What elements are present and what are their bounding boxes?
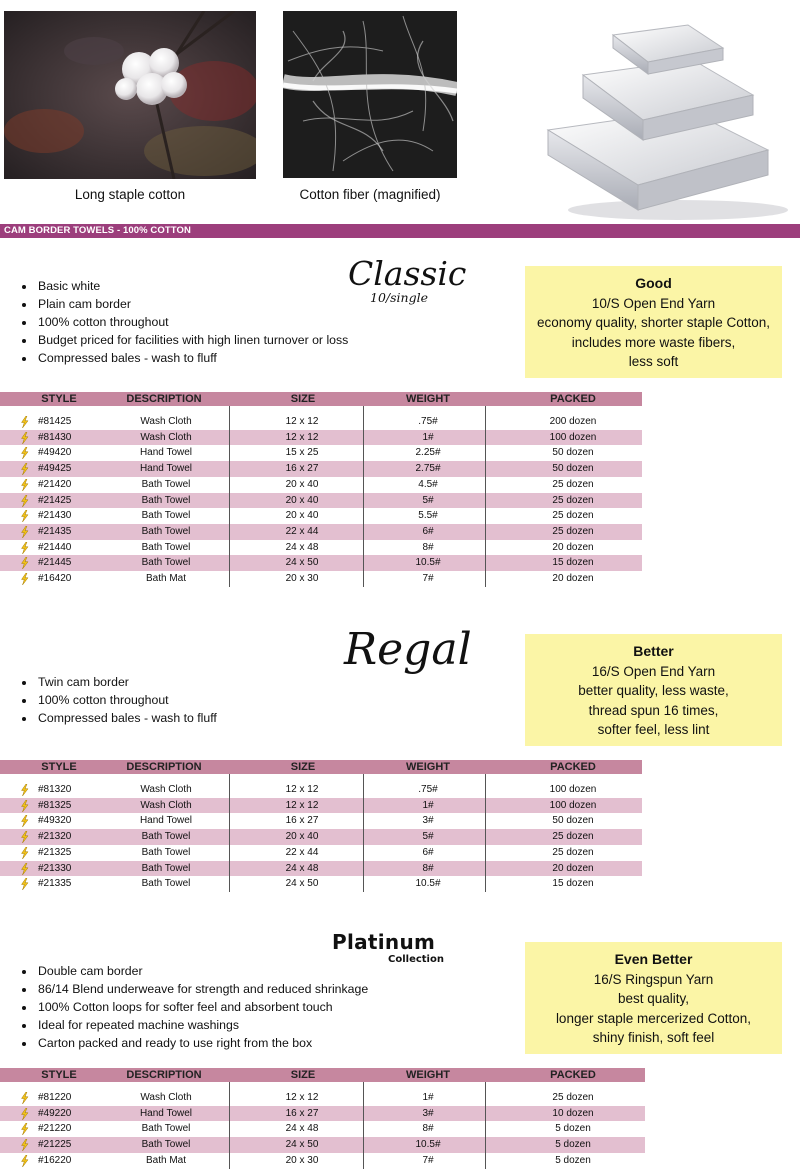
style-cell: #21420 bbox=[38, 478, 72, 490]
style-cell: #81220 bbox=[38, 1092, 72, 1103]
description-cell: Bath Mat bbox=[145, 1154, 187, 1166]
platinum-features bbox=[18, 962, 368, 1052]
weight-cell: 1# bbox=[422, 431, 434, 443]
style-cell: #21320 bbox=[38, 831, 72, 843]
table-row bbox=[0, 1121, 645, 1137]
packed-cell: 25 dozen bbox=[552, 510, 594, 522]
column-header-description: DESCRIPTION bbox=[126, 1069, 202, 1081]
grade-line: thread spun 16 times, bbox=[588, 702, 719, 718]
feature-item: Carton packed and ready to use right from the box bbox=[18, 1034, 368, 1052]
grade-line: better quality, less waste, bbox=[578, 683, 729, 699]
size-cell: 16 x 27 bbox=[285, 1107, 319, 1119]
weight-cell: 4.5# bbox=[418, 478, 438, 490]
table-header bbox=[0, 760, 642, 774]
description-cell: Bath Towel bbox=[141, 862, 191, 874]
weight-cell: 10.5# bbox=[415, 1139, 441, 1151]
style-cell: #16420 bbox=[38, 573, 72, 584]
table-row bbox=[0, 555, 642, 571]
style-cell: #21330 bbox=[38, 862, 72, 874]
size-cell: 22 x 44 bbox=[285, 846, 319, 858]
weight-cell: 5.5# bbox=[418, 510, 438, 522]
size-cell: 24 x 50 bbox=[285, 878, 319, 890]
regal-title: Regal bbox=[344, 624, 472, 675]
style-cell: #21430 bbox=[38, 510, 72, 522]
grade-heading: Better bbox=[633, 643, 674, 659]
weight-cell: 1# bbox=[422, 1092, 434, 1103]
column-header-style: STYLE bbox=[41, 761, 77, 773]
feature-item: Twin cam border bbox=[18, 673, 217, 691]
packed-cell: 5 dozen bbox=[555, 1154, 591, 1166]
lightning-icon bbox=[20, 447, 29, 459]
lightning-icon bbox=[20, 416, 29, 428]
description-cell: Bath Towel bbox=[141, 1139, 191, 1151]
lightning-icon bbox=[20, 526, 29, 538]
size-cell: 20 x 40 bbox=[285, 831, 319, 843]
packed-cell: 25 dozen bbox=[552, 846, 594, 858]
weight-cell: 10.5# bbox=[415, 557, 441, 569]
lightning-icon bbox=[20, 1155, 29, 1167]
table-row bbox=[0, 1153, 645, 1169]
weight-cell: 7# bbox=[422, 573, 434, 584]
lightning-icon bbox=[20, 1139, 29, 1151]
table-row bbox=[0, 813, 642, 829]
table-row bbox=[0, 571, 642, 587]
column-divider bbox=[485, 774, 486, 892]
description-cell: Hand Towel bbox=[139, 815, 193, 827]
weight-cell: 1# bbox=[422, 799, 434, 811]
grade-line: 16/S Open End Yarn bbox=[591, 663, 716, 679]
packed-cell: 20 dozen bbox=[552, 862, 594, 874]
size-cell: 20 x 40 bbox=[285, 510, 319, 522]
style-cell: #16220 bbox=[38, 1154, 72, 1166]
size-cell: 15 x 25 bbox=[285, 447, 319, 459]
lightning-icon bbox=[20, 495, 29, 507]
packed-cell: 50 dozen bbox=[552, 815, 594, 827]
packed-cell: 25 dozen bbox=[552, 1092, 594, 1103]
style-cell: #21435 bbox=[38, 525, 72, 537]
feature-item: Budget priced for facilities with high linen turnover or loss bbox=[18, 331, 348, 349]
lightning-icon bbox=[20, 463, 29, 475]
table-row bbox=[0, 493, 642, 509]
grade-heading: Even Better bbox=[614, 951, 693, 967]
grade-line: shiny finish, soft feel bbox=[592, 1030, 715, 1046]
grade-line: longer staple mercerized Cotton, bbox=[555, 1010, 752, 1026]
packed-cell: 25 dozen bbox=[552, 525, 594, 537]
description-cell: Bath Towel bbox=[141, 1123, 191, 1135]
grade-line: economy quality, shorter staple Cotton, bbox=[536, 315, 771, 331]
cotton-photo bbox=[4, 11, 256, 179]
description-cell: Wash Cloth bbox=[140, 799, 192, 811]
grade-line: 16/S Ringspun Yarn bbox=[593, 971, 714, 987]
table-row bbox=[0, 798, 642, 814]
style-cell: #81425 bbox=[38, 416, 72, 427]
section-banner bbox=[0, 224, 800, 238]
weight-cell: 2.25# bbox=[415, 447, 441, 459]
size-cell: 16 x 27 bbox=[285, 463, 319, 475]
style-cell: #21225 bbox=[38, 1139, 72, 1151]
lightning-icon bbox=[20, 815, 29, 827]
size-cell: 24 x 50 bbox=[285, 557, 319, 569]
column-divider bbox=[229, 406, 230, 587]
style-cell: #49320 bbox=[38, 815, 72, 827]
table-row bbox=[0, 508, 642, 524]
style-cell: #21445 bbox=[38, 557, 72, 569]
size-cell: 12 x 12 bbox=[285, 784, 319, 795]
column-header-weight: WEIGHT bbox=[406, 761, 450, 773]
grade-line: less soft bbox=[628, 354, 679, 370]
table-row bbox=[0, 1106, 645, 1122]
lightning-icon bbox=[20, 1092, 29, 1104]
weight-cell: 8# bbox=[422, 541, 434, 553]
packed-cell: 100 dozen bbox=[549, 799, 597, 811]
fiber-caption: Cotton fiber (magnified) bbox=[299, 187, 441, 202]
column-divider bbox=[485, 406, 486, 587]
size-cell: 22 x 44 bbox=[285, 525, 319, 537]
lightning-icon bbox=[20, 557, 29, 569]
description-cell: Hand Towel bbox=[139, 1107, 193, 1119]
lightning-icon bbox=[20, 847, 29, 859]
column-header-weight: WEIGHT bbox=[406, 393, 450, 405]
weight-cell: 5# bbox=[422, 494, 434, 506]
lightning-icon bbox=[20, 432, 29, 444]
packed-cell: 20 dozen bbox=[552, 541, 594, 553]
feature-item: 100% Cotton loops for softer feel and absorbent touch bbox=[18, 998, 368, 1016]
column-divider bbox=[363, 1082, 364, 1169]
packed-cell: 50 dozen bbox=[552, 447, 594, 459]
column-divider bbox=[363, 406, 364, 587]
classic-subtitle: 10/single bbox=[370, 290, 428, 305]
grade-heading: Good bbox=[635, 275, 672, 291]
classic-grade-box bbox=[525, 266, 782, 378]
size-cell: 12 x 12 bbox=[285, 431, 319, 443]
style-cell: #21220 bbox=[38, 1123, 72, 1135]
size-cell: 20 x 30 bbox=[285, 1154, 319, 1166]
weight-cell: 8# bbox=[422, 862, 434, 874]
size-cell: 20 x 40 bbox=[285, 494, 319, 506]
size-cell: 24 x 48 bbox=[285, 541, 319, 553]
column-divider bbox=[363, 774, 364, 892]
classic-features bbox=[18, 277, 348, 367]
table-header bbox=[0, 392, 642, 406]
description-cell: Bath Towel bbox=[141, 541, 191, 553]
table-row bbox=[0, 876, 642, 892]
feature-item: Compressed bales - wash to fluff bbox=[18, 349, 348, 367]
style-cell: #49425 bbox=[38, 463, 72, 475]
lightning-icon bbox=[20, 479, 29, 491]
size-cell: 16 x 27 bbox=[285, 815, 319, 827]
column-header-packed: PACKED bbox=[550, 393, 596, 405]
feature-item: Basic white bbox=[18, 277, 348, 295]
weight-cell: 3# bbox=[422, 815, 434, 827]
feature-item: 100% cotton throughout bbox=[18, 691, 217, 709]
description-cell: Wash Cloth bbox=[140, 784, 192, 795]
size-cell: 20 x 30 bbox=[285, 573, 319, 584]
description-cell: Hand Towel bbox=[139, 463, 193, 475]
column-header-weight: WEIGHT bbox=[406, 1069, 450, 1081]
column-header-description: DESCRIPTION bbox=[126, 393, 202, 405]
table-row bbox=[0, 540, 642, 556]
description-cell: Bath Towel bbox=[141, 494, 191, 506]
size-cell: 12 x 12 bbox=[285, 1092, 319, 1103]
column-divider bbox=[229, 1082, 230, 1169]
feature-item: 100% cotton throughout bbox=[18, 313, 348, 331]
platinum-title: Platinum bbox=[332, 930, 436, 954]
table-row bbox=[0, 414, 642, 430]
lightning-icon bbox=[20, 1108, 29, 1120]
weight-cell: 8# bbox=[422, 1123, 434, 1135]
style-cell: #21335 bbox=[38, 878, 72, 890]
size-cell: 12 x 12 bbox=[285, 416, 319, 427]
description-cell: Bath Towel bbox=[141, 510, 191, 522]
description-cell: Hand Towel bbox=[139, 447, 193, 459]
grade-line: includes more waste fibers, bbox=[571, 334, 736, 350]
column-divider bbox=[485, 1082, 486, 1169]
column-header-style: STYLE bbox=[41, 1069, 77, 1081]
packed-cell: 25 dozen bbox=[552, 831, 594, 843]
table-row bbox=[0, 845, 642, 861]
description-cell: Wash Cloth bbox=[140, 431, 192, 443]
style-cell: #81325 bbox=[38, 799, 72, 811]
description-cell: Bath Mat bbox=[145, 573, 187, 584]
size-cell: 24 x 48 bbox=[285, 1123, 319, 1135]
packed-cell: 15 dozen bbox=[552, 878, 594, 890]
weight-cell: .75# bbox=[418, 416, 438, 427]
packed-cell: 200 dozen bbox=[549, 416, 597, 427]
packed-cell: 100 dozen bbox=[549, 784, 597, 795]
weight-cell: .75# bbox=[418, 784, 438, 795]
style-cell: #81320 bbox=[38, 784, 72, 795]
column-header-description: DESCRIPTION bbox=[126, 761, 202, 773]
style-cell: #21425 bbox=[38, 494, 72, 506]
style-cell: #81430 bbox=[38, 431, 72, 443]
description-cell: Bath Towel bbox=[141, 846, 191, 858]
table-row bbox=[0, 782, 642, 798]
packed-cell: 10 dozen bbox=[552, 1107, 594, 1119]
table-row bbox=[0, 524, 642, 540]
feature-item: Ideal for repeated machine washings bbox=[18, 1016, 368, 1034]
lightning-icon bbox=[20, 573, 29, 585]
column-header-size: SIZE bbox=[290, 1069, 316, 1081]
style-cell: #49220 bbox=[38, 1107, 72, 1119]
weight-cell: 2.75# bbox=[415, 463, 441, 475]
description-cell: Wash Cloth bbox=[140, 1092, 192, 1103]
lightning-icon bbox=[20, 542, 29, 554]
table-row bbox=[0, 477, 642, 493]
packed-cell: 25 dozen bbox=[552, 478, 594, 490]
packed-cell: 5 dozen bbox=[555, 1123, 591, 1135]
packed-cell: 5 dozen bbox=[555, 1139, 591, 1151]
platinum-subtitle: Collection bbox=[388, 954, 444, 965]
fiber-photo bbox=[283, 11, 457, 178]
cotton-caption: Long staple cotton bbox=[74, 187, 186, 202]
lightning-icon bbox=[20, 831, 29, 843]
style-cell: #21325 bbox=[38, 846, 72, 858]
table-header bbox=[0, 1068, 645, 1082]
grade-line: softer feel, less lint bbox=[597, 722, 710, 738]
platinum-grade-box bbox=[525, 942, 782, 1054]
description-cell: Bath Towel bbox=[141, 478, 191, 490]
feature-item: Compressed bales - wash to fluff bbox=[18, 709, 217, 727]
description-cell: Bath Towel bbox=[141, 525, 191, 537]
description-cell: Wash Cloth bbox=[140, 416, 192, 427]
packed-cell: 15 dozen bbox=[552, 557, 594, 569]
table-row bbox=[0, 1137, 645, 1153]
weight-cell: 7# bbox=[422, 1154, 434, 1166]
description-cell: Bath Towel bbox=[141, 831, 191, 843]
lightning-icon bbox=[20, 863, 29, 875]
lightning-icon bbox=[20, 878, 29, 890]
table-row bbox=[0, 430, 642, 446]
feature-item: 86/14 Blend underweave for strength and reduced shrinkage bbox=[18, 980, 368, 998]
packed-cell: 100 dozen bbox=[549, 431, 597, 443]
weight-cell: 3# bbox=[422, 1107, 434, 1119]
regal-grade-box bbox=[525, 634, 782, 746]
grade-line: 10/S Open End Yarn bbox=[591, 295, 716, 311]
lightning-icon bbox=[20, 784, 29, 796]
banner-label: CAM BORDER TOWELS - 100% COTTON bbox=[4, 225, 191, 236]
packed-cell: 50 dozen bbox=[552, 463, 594, 475]
packed-cell: 20 dozen bbox=[552, 573, 594, 584]
weight-cell: 6# bbox=[422, 525, 434, 537]
size-cell: 12 x 12 bbox=[285, 799, 319, 811]
table-row bbox=[0, 1090, 645, 1106]
feature-item: Double cam border bbox=[18, 962, 368, 980]
weight-cell: 10.5# bbox=[415, 878, 441, 890]
lightning-icon bbox=[20, 510, 29, 522]
classic-title: Classic bbox=[348, 254, 467, 293]
column-header-packed: PACKED bbox=[550, 1069, 596, 1081]
column-divider bbox=[229, 774, 230, 892]
weight-cell: 6# bbox=[422, 846, 434, 858]
size-cell: 24 x 50 bbox=[285, 1139, 319, 1151]
table-row bbox=[0, 445, 642, 461]
table-row bbox=[0, 461, 642, 477]
grade-line: best quality, bbox=[617, 991, 690, 1007]
lightning-icon bbox=[20, 1123, 29, 1135]
description-cell: Bath Towel bbox=[141, 557, 191, 569]
table-row bbox=[0, 829, 642, 845]
column-header-packed: PACKED bbox=[550, 761, 596, 773]
style-cell: #49420 bbox=[38, 447, 72, 459]
towel-stack-photo bbox=[528, 10, 800, 223]
column-header-size: SIZE bbox=[290, 393, 316, 405]
weight-cell: 5# bbox=[422, 831, 434, 843]
style-cell: #21440 bbox=[38, 541, 72, 553]
size-cell: 24 x 48 bbox=[285, 862, 319, 874]
table-row bbox=[0, 861, 642, 877]
regal-features bbox=[18, 673, 217, 727]
description-cell: Bath Towel bbox=[141, 878, 191, 890]
size-cell: 20 x 40 bbox=[285, 478, 319, 490]
column-header-style: STYLE bbox=[41, 393, 77, 405]
packed-cell: 25 dozen bbox=[552, 494, 594, 506]
column-header-size: SIZE bbox=[290, 761, 316, 773]
feature-item: Plain cam border bbox=[18, 295, 348, 313]
lightning-icon bbox=[20, 800, 29, 812]
